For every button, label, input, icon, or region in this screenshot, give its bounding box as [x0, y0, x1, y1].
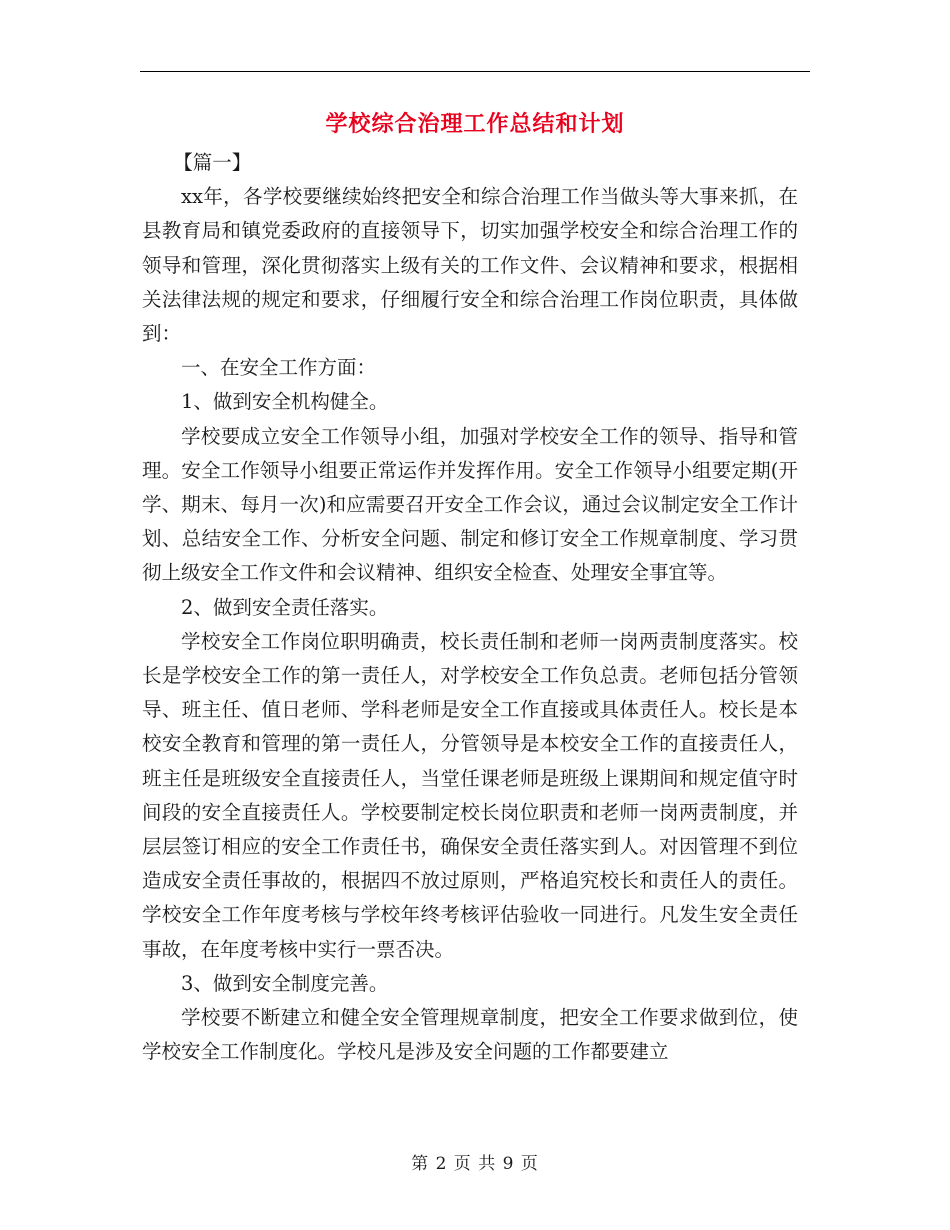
paragraph: 学校要成立安全工作领导小组，加强对学校安全工作的领导、指导和管理。安全工作领导小组要正常运作并发挥作用。安全工作领导小组要定期(开学、期末、每月一次)和应需要召开安全工作会议，通过会议制定安全工作计划、总结安全工作、分析安全问题、制定和修订安全工作规章制度、学习贯彻上级安全工作文件和会议精神、组织安全检查、处理安全事宜等。 [142, 424, 798, 585]
header-rule [140, 71, 810, 72]
document-body [142, 146, 798, 1069]
section-tag: 【篇一】 [173, 151, 252, 174]
paragraph: xx年，各学校要继续始终把安全和综合治理工作当做头等大事来抓，在县教育局和镇党委政府的直接领导下，切实加强学校安全和综合治理工作的领导和管理，深化贯彻落实上级有关的工作文件、会议精神和要求，根据相关法律法规的规定和要求，仔细履行安全和综合治理工作岗位职责，具体做到： [142, 185, 798, 346]
paragraph: 学校要不断建立和健全安全管理规章制度，把安全工作要求做到位，使学校安全工作制度化。学校凡是涉及安全问题的工作都要建立 [142, 1006, 798, 1064]
paragraph: 2、做到安全责任落实。 [181, 595, 389, 619]
paragraph: 一、在安全工作方面： [181, 356, 377, 380]
paragraph: 1、做到安全机构健全。 [181, 390, 389, 414]
paragraph: 3、做到安全制度完善。 [181, 971, 389, 995]
paragraph: 学校安全工作岗位职明确责，校长责任制和老师一岗两责制度落实。校长是学校安全工作的第一责任人，对学校安全工作负总责。老师包括分管领导、班主任、值日老师、学科老师是安全工作直接或具体责任人。校长是本校安全教育和管理的第一责任人，分管领导是本校安全工作的直接责任人，班主任是班级安全直接责任人，当堂任课老师是班级上课期间和规定值守时间段的安全直接责任人。学校要制定校长岗位职责和老师一岗两责制度，并层层签订相应的安全工作责任书，确保安全责任落实到人。对因管理不到位造成安全责任事故的，根据四不放过原则，严格追究校长和责任人的责任。学校安全工作年度考核与学校年终考核评估验收一同进行。凡发生安全责任事故，在年度考核中实行一票否决。 [142, 629, 798, 961]
page-footer: 第 2 页 共 9 页 [411, 1154, 539, 1174]
document-title: 学校综合治理工作总结和计划 [325, 112, 625, 137]
